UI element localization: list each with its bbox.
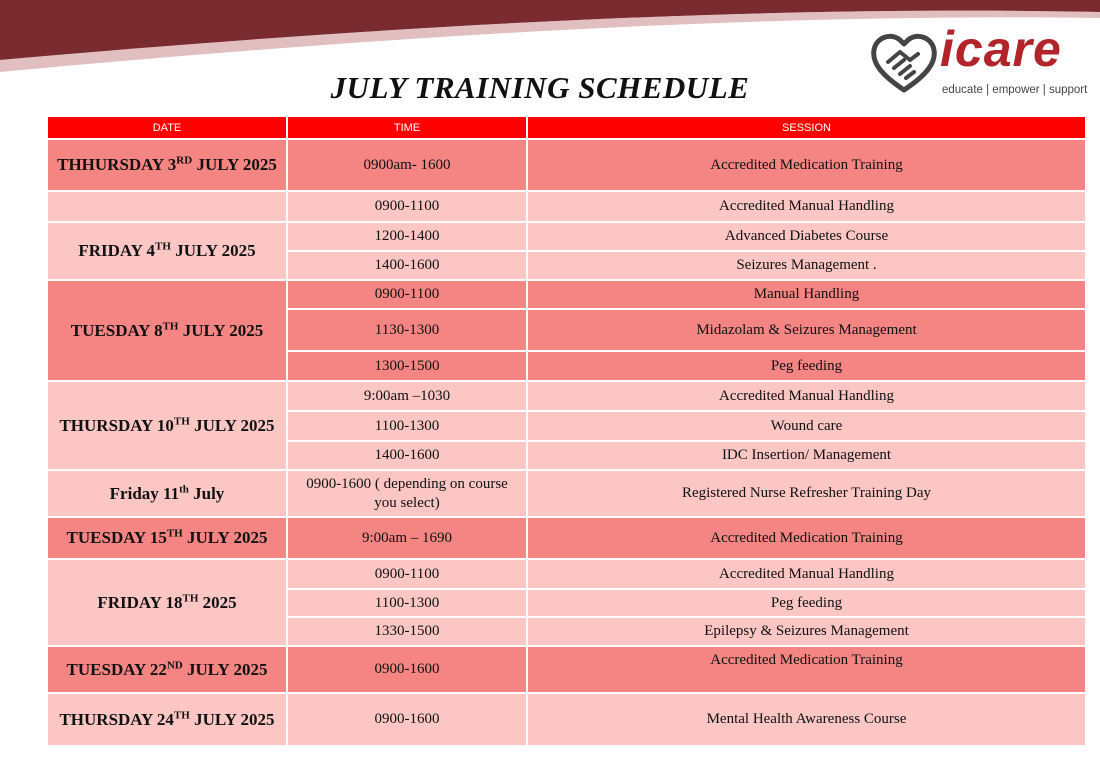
session-cell: IDC Insertion/ Management — [527, 441, 1086, 470]
session-cell: Midazolam & Seizures Management — [527, 309, 1086, 351]
time-cell: 0900am- 1600 — [287, 139, 527, 191]
date-cell: TUESDAY 22ND JULY 2025 — [47, 646, 287, 693]
session-cell: Advanced Diabetes Course — [527, 222, 1086, 251]
table-row — [47, 381, 1086, 411]
session-cell: Accredited Medication Training — [527, 517, 1086, 559]
table-row — [47, 646, 1086, 693]
session-cell: Epilepsy & Seizures Management — [527, 617, 1086, 646]
time-cell: 9:00am – 1690 — [287, 517, 527, 559]
time-cell: 9:00am –1030 — [287, 381, 527, 411]
table-row — [47, 470, 1086, 517]
table-row — [47, 559, 1086, 589]
time-cell: 0900-1100 — [287, 191, 527, 222]
date-cell: THURSDAY 24TH JULY 2025 — [47, 693, 287, 746]
time-cell: 1100-1300 — [287, 411, 527, 441]
table-row — [47, 222, 1086, 251]
time-cell: 1330-1500 — [287, 617, 527, 646]
time-cell: 1400-1600 — [287, 441, 527, 470]
session-cell: Accredited Manual Handling — [527, 559, 1086, 589]
time-cell: 1300-1500 — [287, 351, 527, 381]
date-cell: THURSDAY 10TH JULY 2025 — [47, 381, 287, 470]
session-cell: Registered Nurse Refresher Training Day — [527, 470, 1086, 517]
time-cell: 0900-1600 — [287, 646, 527, 693]
date-cell-empty — [47, 191, 287, 222]
time-cell: 1100-1300 — [287, 589, 527, 617]
date-cell: Friday 11th July — [47, 470, 287, 517]
session-cell: Mental Health Awareness Course — [527, 693, 1086, 746]
time-cell: 0900-1100 — [287, 559, 527, 589]
table-row — [47, 139, 1086, 191]
time-cell: 0900-1100 — [287, 280, 527, 309]
table-header-row — [47, 116, 1086, 139]
table-row — [47, 191, 1086, 222]
session-cell: Peg feeding — [527, 351, 1086, 381]
session-cell: Accredited Manual Handling — [527, 191, 1086, 222]
session-cell: Wound care — [527, 411, 1086, 441]
date-cell: FRIDAY 18TH 2025 — [47, 559, 287, 646]
column-header-time: TIME — [287, 116, 527, 139]
time-cell: 0900-1600 — [287, 693, 527, 746]
schedule-table — [46, 115, 1087, 747]
date-cell: THHURSDAY 3RD JULY 2025 — [47, 139, 287, 191]
column-header-date: DATE — [47, 116, 287, 139]
time-cell: 0900-1600 ( depending on course you select) — [287, 470, 527, 517]
session-cell: Seizures Management . — [527, 251, 1086, 280]
column-header-session: SESSION — [527, 116, 1086, 139]
date-cell: FRIDAY 4TH JULY 2025 — [47, 222, 287, 280]
table-row — [47, 693, 1086, 746]
time-cell: 1130-1300 — [287, 309, 527, 351]
page-title: JULY TRAINING SCHEDULE — [330, 70, 750, 105]
logo-wordmark: icare — [940, 21, 1062, 77]
session-cell: Accredited Medication Training — [527, 139, 1086, 191]
date-cell: TUESDAY 8TH JULY 2025 — [47, 280, 287, 381]
date-cell: TUESDAY 15TH JULY 2025 — [47, 517, 287, 559]
table-row — [47, 280, 1086, 309]
session-cell: Accredited Manual Handling — [527, 381, 1086, 411]
time-cell: 1400-1600 — [287, 251, 527, 280]
logo-tagline: educate | empower | support — [942, 84, 1088, 96]
session-cell: Manual Handling — [527, 280, 1086, 309]
session-cell: Peg feeding — [527, 589, 1086, 617]
table-row — [47, 517, 1086, 559]
time-cell: 1200-1400 — [287, 222, 527, 251]
session-cell: Accredited Medication Training — [527, 646, 1086, 693]
